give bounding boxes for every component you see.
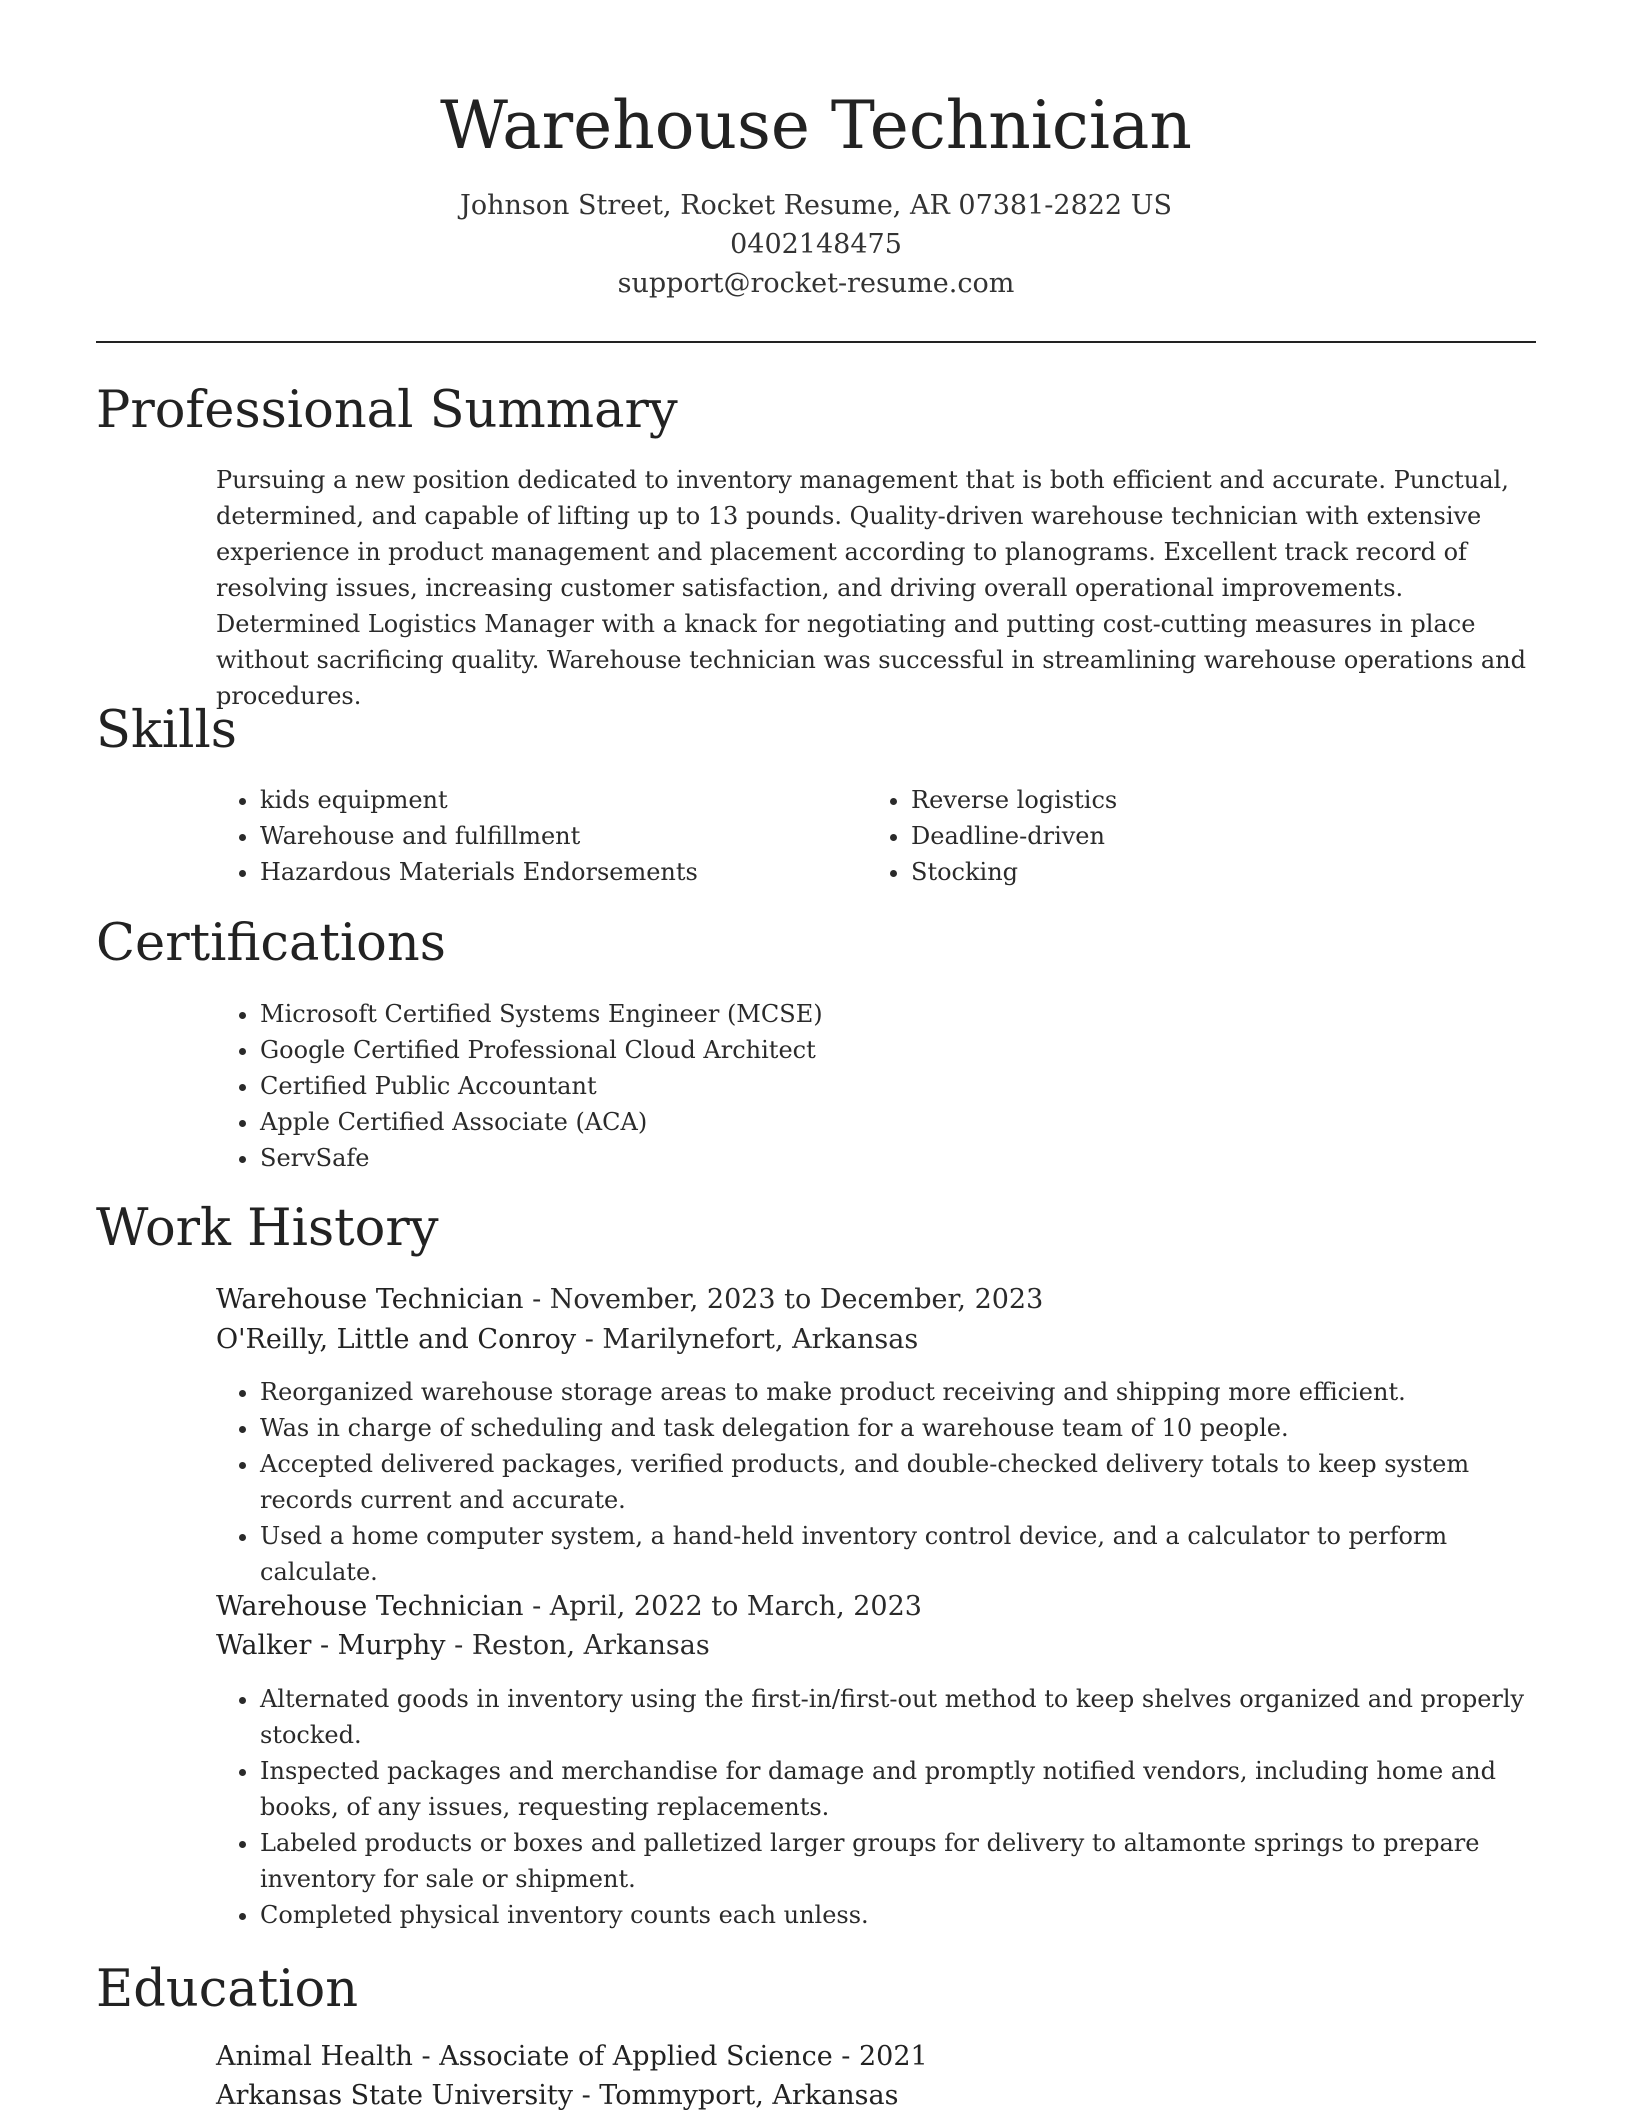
education-school: Arkansas State University - Tommyport, Arkansas — [216, 2080, 899, 2111]
education-heading: Education — [96, 1960, 359, 2019]
job-bullet: • Used a home computer system, a hand-held inventory control device, and a calculator to perform calculate. — [260, 1518, 1536, 1590]
job-company-line — [216, 1320, 1536, 1360]
summary-text: Pursuing a new position dedicated to inventory management that is both efficient and accurate. Punctual, determined, and capable of lifting up to 13 pounds. Quality-driven warehouse technician with extensive experience in product management and placement according to planograms. Excellent track record of resolving issues, increasing customer satisfaction, and driving overall operational improvements. Determined Logistics Manager with a knack for negotiating and putting cost-cutting measures in place without sacrificing quality. Warehouse technician was successful in streamlining warehouse operations and procedures. — [216, 466, 1526, 710]
skill-item: • kids equipment — [260, 782, 816, 818]
skill-item: • Hazardous Materials Endorsements — [260, 854, 816, 890]
certification-item: • Microsoft Certified Systems Engineer (MCSE) — [260, 996, 1536, 1032]
job-company: O'Reilly, Little and Conroy — [216, 1324, 577, 1355]
job-bullet: • Inspected packages and merchandise for damage and promptly notified vendors, including home and books, of any issues, requesting replacements. — [260, 1753, 1536, 1825]
contact-email[interactable]: support@rocket-resume.com — [617, 268, 1015, 299]
job-location: - Reston, Arkansas — [445, 1630, 710, 1661]
certifications-list — [216, 996, 1536, 1176]
job-bullet: • Accepted delivered packages, verified products, and double-checked delivery totals to keep system records current and accurate. — [260, 1446, 1536, 1518]
skills-column-right — [867, 782, 1467, 890]
job-bullet: • Alternated goods in inventory using the first-in/first-out method to keep shelves organized and properly stocked. — [260, 1681, 1536, 1753]
job-role: Warehouse Technician — [216, 1591, 524, 1622]
skills-heading: Skills — [96, 701, 237, 760]
job-bullet: • Was in charge of scheduling and task delegation for a warehouse team of 10 people. — [260, 1410, 1536, 1446]
certifications-heading: Certifications — [96, 914, 446, 973]
skill-item: • Warehouse and fulfillment — [260, 818, 816, 854]
certification-item: • Certified Public Accountant — [260, 1068, 1536, 1104]
certification-item: • Apple Certified Associate (ACA) — [260, 1104, 1536, 1140]
skills-column-left — [216, 782, 816, 890]
skill-item: • Deadline-driven — [911, 818, 1467, 854]
education-degree: Animal Health - Associate of Applied Science - 2021 — [216, 2041, 928, 2072]
skill-item: • Reverse logistics — [911, 782, 1467, 818]
job-bullet: • Reorganized warehouse storage areas to make product receiving and shipping more efficient. — [260, 1374, 1536, 1410]
resume-header — [96, 78, 1536, 303]
job-role: Warehouse Technician — [216, 1284, 524, 1315]
job-bullets — [216, 1681, 1536, 1933]
job-bullets — [216, 1374, 1536, 1590]
job-bullet: • Completed physical inventory counts each unless. — [260, 1897, 1536, 1933]
job-company-line — [216, 1626, 1536, 1666]
certification-item: • ServSafe — [260, 1140, 1536, 1176]
candidate-name: Warehouse Technician — [440, 87, 1192, 164]
job-location: - Marilynefort, Arkansas — [576, 1324, 919, 1355]
contact-address: Johnson Street, Rocket Resume, AR 07381-2822 US — [460, 190, 1172, 221]
summary-heading: Professional Summary — [96, 381, 678, 440]
job-title-line — [216, 1587, 1536, 1627]
job-company: Walker - Murphy — [216, 1630, 446, 1661]
job-title-line — [216, 1280, 1536, 1320]
contact-phone: 0402148475 — [730, 229, 902, 260]
work-history-heading: Work History — [96, 1199, 439, 1258]
header-divider — [96, 341, 1536, 343]
certification-item: • Google Certified Professional Cloud Architect — [260, 1032, 1536, 1068]
skill-item: • Stocking — [911, 854, 1467, 890]
job-dates: - November, 2023 to December, 2023 — [523, 1284, 1044, 1315]
job-bullet: • Labeled products or boxes and palletized larger groups for delivery to altamonte springs to prepare inventory for sale or shipment. — [260, 1825, 1536, 1897]
job-dates: - April, 2022 to March, 2023 — [523, 1591, 922, 1622]
